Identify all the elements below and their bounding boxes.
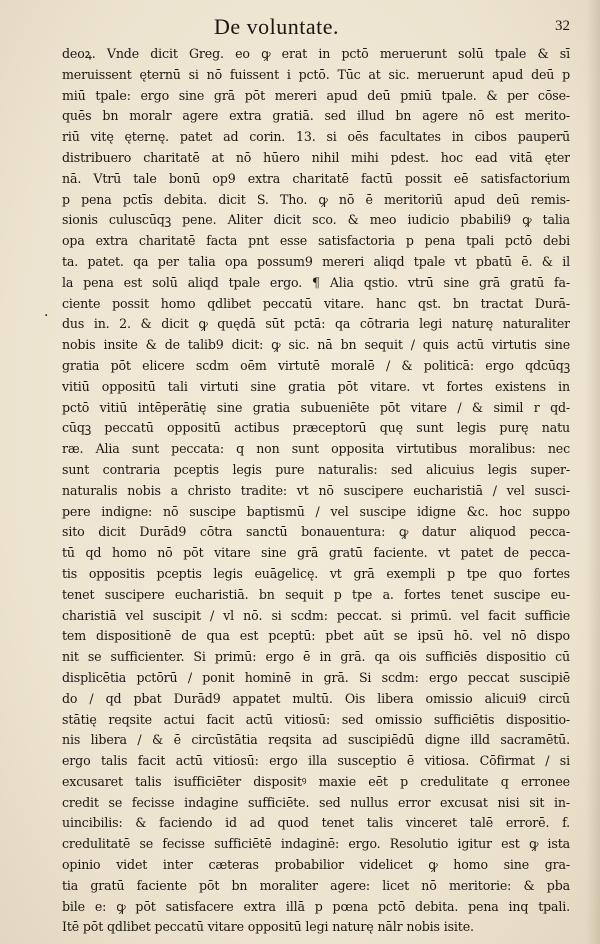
text-line: tis oppositis pceptis legis euāgelicę. vt grā exempli p tpe quo fortes [62, 565, 570, 581]
text-line: tenet suscipere eucharistiā. bn sequit p tpe a. fortes tenet suscipe eu- [62, 586, 570, 602]
text-line: Itē pōt qdlibet peccatū vitare oppositū legi naturę nālr nobis isite. [62, 919, 474, 935]
text-line: charistiā vel suscipit / vl nō. si scdm: peccat. si primū. vel facit sufficie [62, 607, 570, 623]
text-line: sionis culuscūqꝫ pene. Aliter dicit sco. & meo iudicio pbabili9 ꝙ talia [62, 212, 570, 228]
text-line: ergo talis facit actū vitiosū: ergo illa susceptio ē vitiosa. Cōfirmat / si [62, 753, 570, 769]
text-line: gratia pōt elicere scdm oēm virtutē moralē / & politicā: ergo qdcūqꝫ [62, 357, 570, 373]
text-line: riū vitę ęternę. patet ad corin. 13. si oēs facultates in cibos pauperū [62, 129, 570, 145]
text-line: la pena est solū aliqd tpale ergo. ¶ Alia qstio. vtrū sine grā gratū fa- [62, 274, 570, 290]
body-text [62, 44, 570, 938]
text-line: ciente possit homo qdlibet peccatū vitare. hanc qst. bn tractat Durā- [62, 295, 570, 311]
text-line: bile e: ꝙ pōt satisfacere extra illā p pœna pctō debita. pena inq tpali. [62, 898, 570, 914]
text-line: sunt contraria pceptis legis pure naturalis: sed alicuius legis super- [62, 461, 570, 477]
text-line: vitiū oppositū tali virtuti sine gratia pōt vitare. vt fortes existens in [62, 378, 570, 394]
text-line: nis libera / & ē circūstātia reqsita ad suscipiēdū digne illd sacramētū. [62, 732, 570, 748]
text-line: ta. patet. qa per talia opa possum9 mereri aliqd tpale vt pbatū ē. & il [62, 253, 570, 269]
text-line: miū tpale: ergo sine grā pōt mereri apud deū pmiū tpale. & per cōse- [62, 87, 570, 103]
text-line: do / qd pbat Durād9 appatet multū. Ois libera omissio alicui9 circū [62, 690, 570, 706]
page-edge-shadow [586, 0, 600, 944]
text-line: credulitatē se fecisse sufficiētē indaginē: ergo. Resolutio igitur est ꝙ ista [62, 836, 570, 852]
text-line: nā. Vtrū tale bonū op9 extra charitatē factū possit eē satisfactorium [62, 170, 570, 186]
text-line: pctō vitiū intēperātię sine gratia subueniēte pōt vitare / & simil r qd- [62, 399, 570, 415]
text-line: tū qd homo nō pōt vitare sine grā gratū faciente. vt patet de pecca- [62, 545, 570, 561]
text-line: ræ. Alia sunt peccata: q non sunt opposita virtutibus moralibus: nec [62, 441, 570, 457]
text-line: naturalis nobis a christo tradite: vt nō suscipere eucharistiā / vel susci- [62, 482, 570, 498]
text-line: deoꝝ. Vnde dicit Greg. eo ꝙ erat in pctō meruerunt solū tpale & sī [62, 46, 570, 61]
text-line: p pena pctīs debita. dicit S. Tho. ꝙ nō ē meritoriū apud deū remis- [62, 191, 570, 207]
page-number: 32 [555, 18, 570, 34]
text-line: uincibilis: & faciendo id ad quod tenet talis vinceret talē errorē. f. [62, 815, 570, 831]
text-line: sito dicit Durād9 cōtra sanctū bonauentura: ꝙ datur aliquod pecca- [62, 524, 570, 540]
text-line: stātię reqsite actui facit actū vitiosū: sed omissio sufficiētis dispositio- [62, 711, 570, 727]
running-title: De voluntate. [214, 14, 340, 39]
text-line: displicētia pctōrū / ponit hominē in grā. Si scdm: ergo peccat suscipiē [62, 669, 570, 685]
text-line: dus in. 2. & dicit ꝙ quędā sūt pctā: qa cōtraria legi naturę naturaliter [62, 316, 570, 332]
text-line: cūqꝫ peccatū oppositū actibus præceptorū quę sunt legis purę natu [62, 420, 570, 436]
text-line: excusaret talis isufficiēter dispositꝰ maxie eēt p credulitate q erronee [62, 773, 570, 789]
text-line: nobis insite & de talib9 dicit: ꝙ sic. nā bn sequit / quis actū virtutis sine [62, 337, 570, 353]
text-line: tia gratū faciente pōt bn moraliter agere: licet nō meritorie: & pba [62, 877, 570, 893]
text-line: credit se fecisse indagine sufficiēte. sed nullus error excusat nisi sit in- [62, 794, 570, 810]
marginal-mark: · [44, 308, 49, 324]
text-line: meruissent ęternū si nō fuissent i pctō. Tūc at sic. meruerunt apud deū p [62, 66, 570, 82]
text-line: nit se sufficienter. Si primū: ergo ē in grā. qa ois sufficiēs dispositio cū [62, 649, 570, 665]
text-line: distribuero charitatē at nō hūero nihil mihi pdest. hoc ead vitā ęter [62, 149, 570, 165]
text-line: quēs bn moralr agere extra gratiā. sed illud bn agere nō est merito- [62, 108, 570, 124]
text-line: opa extra charitatē facta pnt esse satisfactoria p pena tpali pctō debi [62, 233, 570, 249]
text-line: tem dispositionē de qua est pceptū: pbet aūt se ipsū hō. vel nō dispo [62, 628, 570, 644]
text-line: opinio videt inter cæteras probabilior videlicet ꝙ homo sine gra- [62, 857, 570, 873]
text-line: pere indigne: nō suscipe baptismū / vel suscipe idigne &c. hoc suppo [62, 503, 570, 519]
